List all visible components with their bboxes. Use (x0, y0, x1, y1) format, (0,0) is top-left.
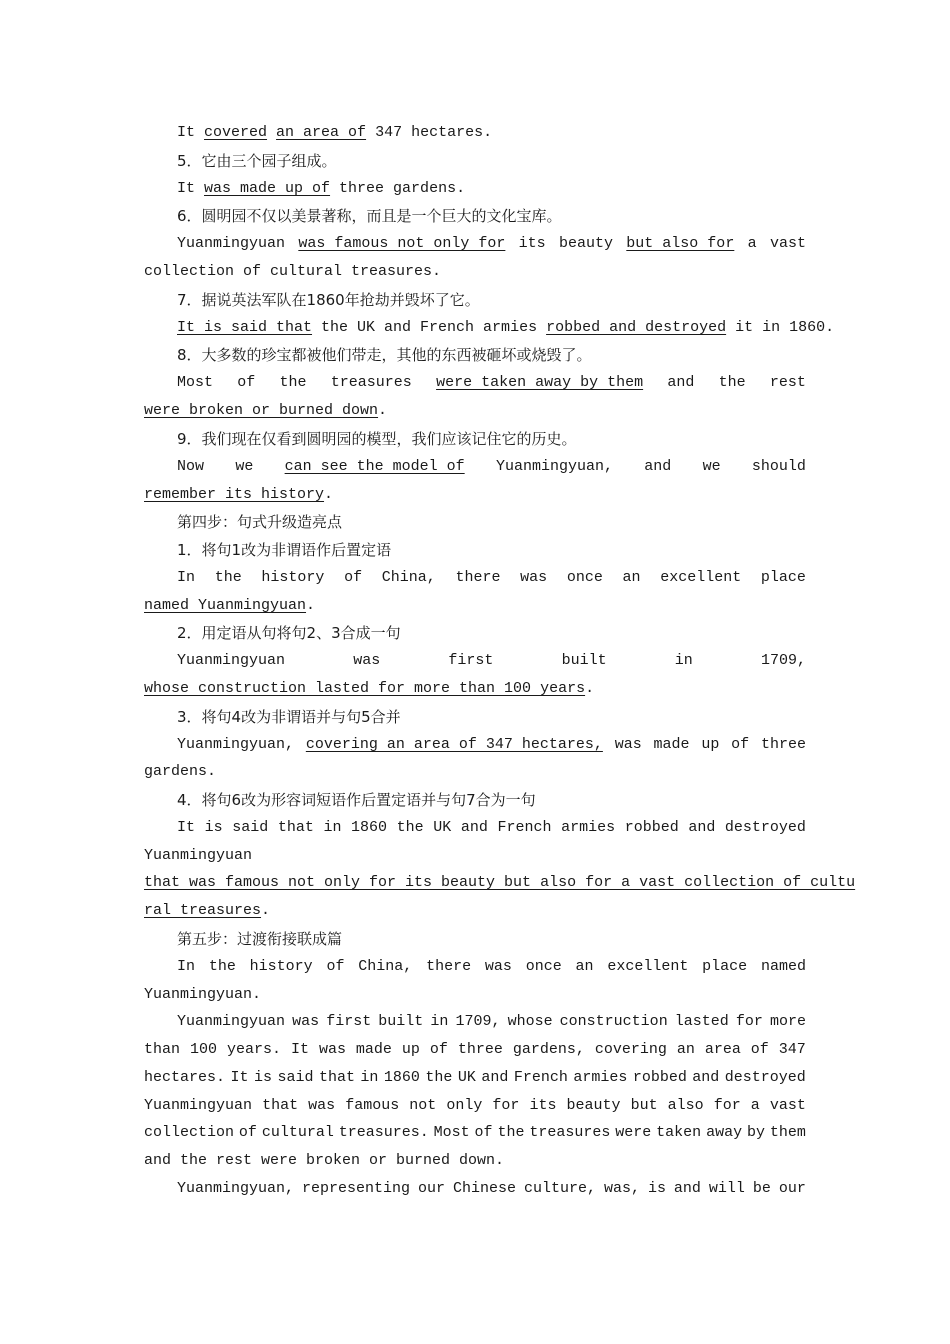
text-segment: of (237, 374, 256, 391)
text-line (144, 901, 806, 921)
text-line (177, 373, 806, 393)
underlined-phrase: It is said that (177, 319, 313, 336)
section-heading-line (177, 790, 806, 810)
text-segment: In (177, 569, 196, 586)
text-segment: Yuanmingyuan. (144, 986, 262, 1003)
section-heading-line (177, 929, 806, 949)
text-segment: and (673, 1180, 701, 1197)
text-segment: first (448, 652, 494, 669)
text-segment: construction (559, 1013, 668, 1030)
text-segment: said (232, 819, 269, 836)
text-segment: It (177, 819, 196, 836)
text-line (177, 318, 835, 338)
text-segment: for (713, 1097, 741, 1114)
text-line (144, 1068, 806, 1088)
text-segment: Yuanmingyuan (144, 1097, 253, 1114)
text-segment: 7．据说英法军队在1860年抢劫并毁坏了它。 (177, 291, 480, 309)
text-segment: an (622, 569, 641, 586)
section-heading-line (177, 623, 806, 643)
text-segment: beauty (558, 235, 613, 252)
text-line (144, 679, 806, 699)
text-segment: its (529, 1097, 557, 1114)
text-segment: three (457, 1041, 503, 1058)
text-segment: was (318, 1041, 346, 1058)
text-segment: place (702, 958, 748, 975)
text-segment: years. (226, 1041, 281, 1058)
underlined-phrase: was made up of (204, 180, 331, 197)
text-segment: French (497, 819, 552, 836)
text-segment: place (760, 569, 806, 586)
text-segment: famous (345, 1097, 400, 1114)
text-segment (267, 124, 276, 141)
text-segment: 2．用定语从句将句2、3合成一句 (177, 624, 401, 642)
text-segment: robbed (624, 819, 679, 836)
text-line (177, 818, 806, 838)
text-segment: three (760, 736, 806, 753)
text-line (177, 735, 806, 755)
text-segment: the (214, 569, 242, 586)
text-segment: . (261, 902, 271, 919)
text-segment: in (323, 819, 342, 836)
text-segment: French (513, 1069, 568, 1086)
text-segment: Yuanmingyuan (177, 1013, 286, 1030)
text-segment: was (353, 652, 381, 669)
text-segment: vast (769, 1097, 806, 1114)
text-segment: culture, (523, 1180, 596, 1197)
text-segment: 100 (189, 1041, 217, 1058)
text-segment: is (253, 1069, 272, 1086)
text-segment: in (430, 1013, 449, 1030)
text-segment: and (688, 819, 716, 836)
text-segment: gardens, (512, 1041, 585, 1058)
text-segment: the (279, 374, 307, 391)
text-line (177, 568, 806, 588)
text-segment: in (674, 652, 693, 669)
text-segment: built (561, 652, 607, 669)
text-segment: away (706, 1124, 743, 1141)
section-heading-line (177, 707, 806, 727)
text-segment: were (615, 1124, 652, 1141)
text-segment: and (644, 458, 672, 475)
text-segment: gardens. (144, 763, 217, 780)
text-segment: Yuanmingyuan, (177, 736, 295, 753)
underlined-phrase: whose construction lasted for more than 100 years (144, 680, 586, 697)
text-segment: UK (457, 1069, 476, 1086)
text-segment: excellent (607, 958, 689, 975)
text-segment: built (378, 1013, 424, 1030)
text-line (144, 1123, 806, 1143)
text-segment: an (575, 958, 594, 975)
text-segment: also (667, 1097, 704, 1114)
text-segment: 6．圆明园不仅以美景著称，而且是一个巨大的文化宝库。 (177, 207, 562, 225)
text-segment: of (750, 1041, 769, 1058)
text-segment: Yuanmingyuan (177, 652, 286, 669)
text-line (177, 1012, 806, 1032)
text-segment: It (290, 1041, 309, 1058)
text-segment: 1860 (383, 1069, 420, 1086)
underlined-phrase: was famous not only for (298, 235, 506, 252)
text-segment: its (518, 235, 546, 252)
text-segment: armies (561, 819, 616, 836)
text-segment: made (355, 1041, 392, 1058)
text-segment: history (249, 958, 313, 975)
text-segment: representing (302, 1180, 411, 1197)
text-segment: It (177, 180, 205, 197)
text-segment: was (484, 958, 512, 975)
text-line (177, 179, 806, 199)
underlined-phrase: covered (204, 124, 268, 141)
text-segment: was (308, 1097, 336, 1114)
text-segment: whose (507, 1013, 553, 1030)
text-segment: by (746, 1124, 765, 1141)
text-segment: once (525, 958, 562, 975)
text-segment: 1709, (455, 1013, 501, 1030)
text-line (144, 762, 806, 782)
text-segment: Yuanmingyuan, (495, 458, 613, 475)
text-segment: there (455, 569, 501, 586)
text-segment: them (769, 1124, 806, 1141)
text-segment: first (326, 1013, 372, 1030)
underlined-phrase: an area of (276, 124, 367, 141)
text-segment: the (425, 1069, 453, 1086)
text-segment: the UK and French armies (312, 319, 547, 336)
text-segment: the (396, 819, 424, 836)
underlined-phrase: that was famous not only for its beauty but also for a vast collection of cultu (144, 874, 856, 891)
text-segment: our (418, 1180, 446, 1197)
text-segment: three gardens. (330, 180, 466, 197)
text-segment: 1．将句1改为非谓语作后置定语 (177, 541, 392, 559)
text-segment: made (653, 736, 690, 753)
text-segment: and (692, 1069, 720, 1086)
section-heading-line (177, 151, 806, 171)
text-segment: collection (144, 1124, 235, 1141)
text-segment: was, (603, 1180, 640, 1197)
underlined-phrase: were taken away by them (436, 374, 644, 391)
underlined-phrase: remember its history (144, 486, 325, 503)
text-segment: is (647, 1180, 666, 1197)
text-segment: is (204, 819, 223, 836)
text-segment: history (261, 569, 325, 586)
text-segment: 4．将句6改为形容词短语作后置定语并与句7合为一句 (177, 791, 536, 809)
text-segment: Yuanmingyuan, (177, 1180, 295, 1197)
text-line (144, 846, 806, 866)
text-segment: 1709, (760, 652, 806, 669)
text-segment: collection of cultural treasures. (144, 263, 442, 280)
text-segment: and the rest were broken or burned down. (144, 1152, 505, 1169)
text-segment: that (262, 1097, 299, 1114)
underlined-phrase: ral treasures (144, 902, 262, 919)
text-segment: . (378, 402, 388, 419)
text-segment: Most (433, 1124, 470, 1141)
text-segment: a (750, 1097, 760, 1114)
underlined-phrase: named Yuanmingyuan (144, 597, 307, 614)
text-segment: an (676, 1041, 695, 1058)
text-line (177, 123, 806, 143)
text-segment: rest (769, 374, 806, 391)
text-segment: up (401, 1041, 420, 1058)
text-segment: in (360, 1069, 379, 1086)
text-segment: China, (358, 958, 413, 975)
section-heading-line (177, 290, 806, 310)
underlined-phrase: robbed and destroyed (546, 319, 727, 336)
text-segment: for (735, 1013, 763, 1030)
underlined-phrase: covering an area of 347 hectares, (305, 736, 603, 753)
text-segment: lasted (674, 1013, 729, 1030)
text-segment: that (318, 1069, 355, 1086)
text-line (144, 873, 856, 893)
text-segment: more (769, 1013, 806, 1030)
text-segment: . (585, 680, 595, 697)
text-segment: was (614, 736, 642, 753)
text-segment: once (566, 569, 603, 586)
text-segment: covering (594, 1041, 667, 1058)
text-segment: 9．我们现在仅看到圆明园的模型，我们应该记住它的历史。 (177, 430, 577, 448)
section-heading-line (177, 429, 806, 449)
text-segment: said (277, 1069, 314, 1086)
text-segment: we (235, 458, 254, 475)
section-heading-line (177, 206, 806, 226)
text-segment: It (177, 124, 205, 141)
text-line (177, 1179, 806, 1199)
text-line (177, 234, 806, 254)
text-segment: and (460, 819, 488, 836)
text-segment: our (778, 1180, 806, 1197)
text-segment: . (306, 597, 316, 614)
text-segment: that (277, 819, 314, 836)
text-segment: beauty (566, 1097, 621, 1114)
text-segment: destroyed (724, 819, 806, 836)
text-segment: of (429, 1041, 448, 1058)
text-segment: named (760, 958, 806, 975)
text-segment: armies (573, 1069, 628, 1086)
text-line (144, 485, 806, 505)
text-segment: 第四步：句式升级造亮点 (177, 513, 343, 531)
text-segment: Yuanmingyuan (144, 847, 253, 864)
text-line (144, 985, 806, 1005)
text-segment: hectares. (144, 1069, 226, 1086)
text-segment: there (426, 958, 472, 975)
text-segment: of (344, 569, 363, 586)
text-segment: of (731, 736, 750, 753)
text-segment: 第五步：过渡衔接联成篇 (177, 930, 343, 948)
text-segment: 347 hectares. (366, 124, 493, 141)
text-segment: cultural (261, 1124, 334, 1141)
text-segment: for (492, 1097, 520, 1114)
text-segment: Chinese (452, 1180, 516, 1197)
text-segment: taken (656, 1124, 702, 1141)
text-segment: was (292, 1013, 320, 1030)
text-line (144, 262, 806, 282)
text-segment: In (177, 958, 196, 975)
text-segment: 1860 (351, 819, 388, 836)
text-line (144, 1151, 806, 1171)
text-segment: China, (381, 569, 436, 586)
text-segment: the (208, 958, 236, 975)
text-line (144, 401, 806, 421)
text-segment: 5．它由三个园子组成。 (177, 152, 337, 170)
text-line (144, 1096, 806, 1116)
text-segment: be (752, 1180, 771, 1197)
text-segment: only (446, 1097, 483, 1114)
text-segment: UK (433, 819, 452, 836)
underlined-phrase: can see the model of (284, 458, 465, 475)
text-line (177, 457, 806, 477)
text-segment: treasures (330, 374, 412, 391)
text-segment: destroyed (724, 1069, 806, 1086)
text-segment: a (747, 235, 757, 252)
text-line (144, 1040, 806, 1060)
underlined-phrase: were broken or burned down (144, 402, 379, 419)
text-segment: and (481, 1069, 509, 1086)
text-line (144, 596, 806, 616)
text-segment: area (704, 1041, 741, 1058)
text-segment: . (324, 486, 334, 503)
text-segment: treasures. (338, 1124, 429, 1141)
text-segment: Most (177, 374, 214, 391)
section-heading-line (177, 540, 806, 560)
text-segment: it in 1860. (726, 319, 835, 336)
section-heading-line (177, 512, 806, 532)
text-segment: was (520, 569, 548, 586)
text-segment: of (326, 958, 345, 975)
underlined-phrase: but also for (626, 235, 735, 252)
text-segment: 8．大多数的珍宝都被他们带走，其他的东西被砸坏或烧毁了。 (177, 346, 592, 364)
text-line (177, 651, 806, 671)
text-segment: of (238, 1124, 257, 1141)
text-segment: excellent (660, 569, 742, 586)
text-line (177, 957, 806, 977)
text-segment: of (474, 1124, 493, 1141)
text-segment: not (409, 1097, 437, 1114)
text-segment: the (497, 1124, 525, 1141)
text-segment: the (718, 374, 746, 391)
section-heading-line (177, 345, 806, 365)
text-segment: up (701, 736, 720, 753)
text-segment: It (230, 1069, 249, 1086)
text-segment: 347 (778, 1041, 806, 1058)
text-segment: Now (177, 458, 205, 475)
text-segment: robbed (632, 1069, 687, 1086)
text-segment: but (630, 1097, 658, 1114)
text-segment: treasures (529, 1124, 611, 1141)
text-segment: should (751, 458, 806, 475)
text-segment: than (144, 1041, 181, 1058)
text-segment: 3．将句4改为非谓语并与句5合并 (177, 708, 401, 726)
text-segment: vast (769, 235, 806, 252)
text-segment: will (708, 1180, 745, 1197)
text-segment: Yuanmingyuan (177, 235, 286, 252)
text-segment: and (667, 374, 695, 391)
text-segment: we (702, 458, 721, 475)
